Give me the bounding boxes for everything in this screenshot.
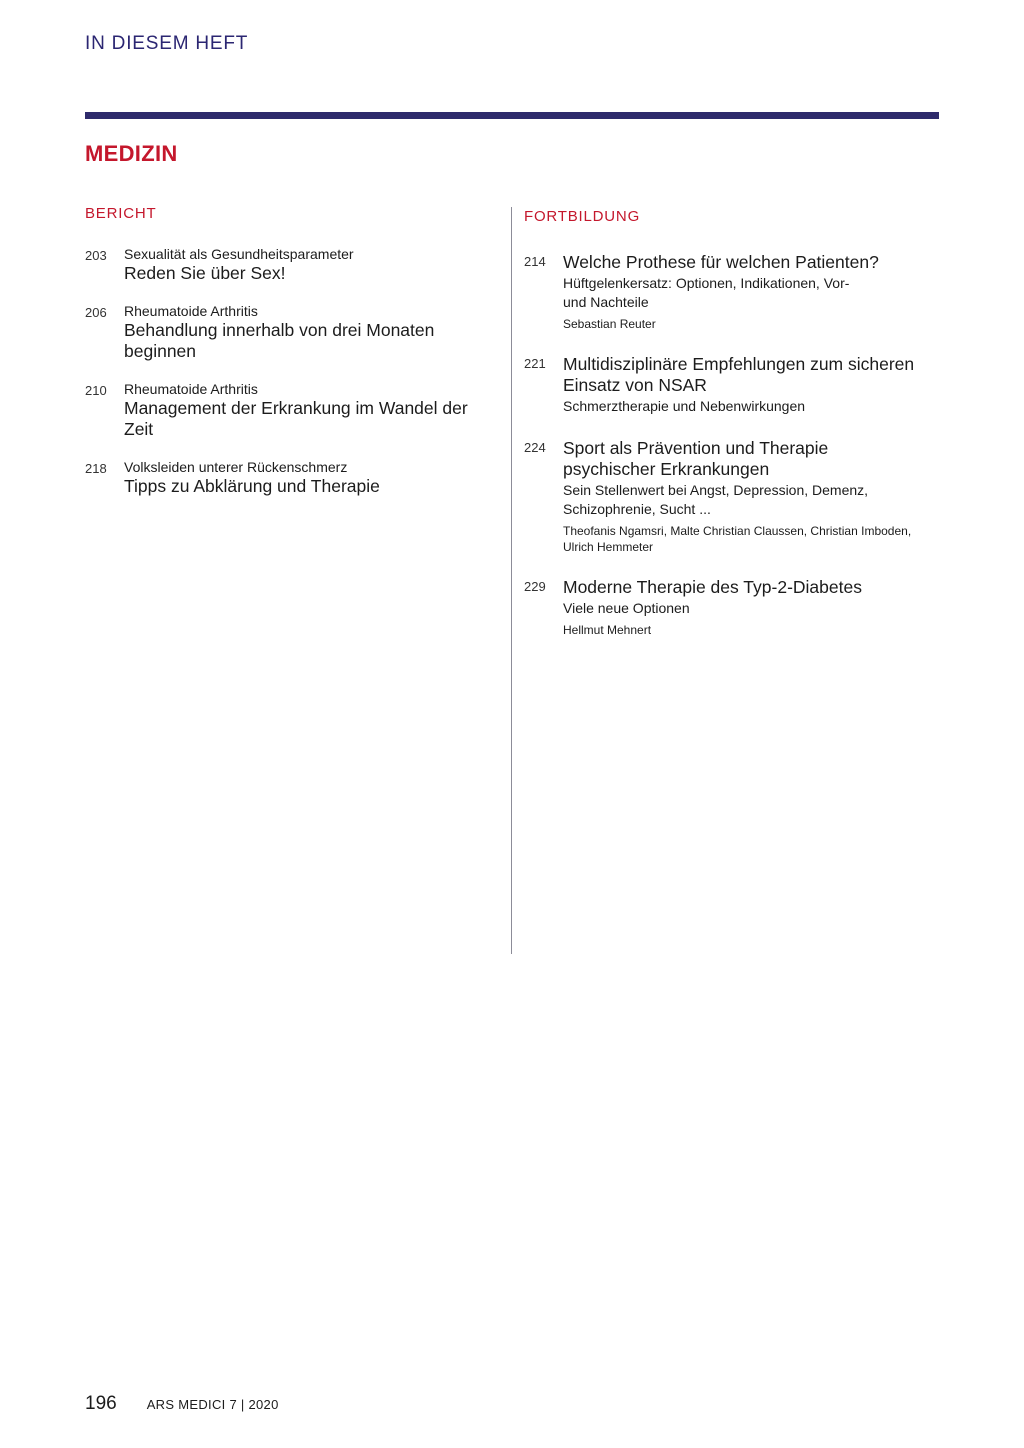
entry-kicker: Rheumatoide Arthritis [124,303,258,319]
footer-page-number: 196 [85,1393,117,1414]
entry-kicker: Sexualität als Gesundheitsparameter [124,246,354,262]
entry-page-number: 221 [524,356,546,371]
toc-entry[interactable] [524,252,944,332]
entry-page-number: 229 [524,579,546,594]
entry-title: Management der Erkrankung im Wandel der Zeit [124,398,468,439]
entry-page-number: 214 [524,254,546,269]
entry-author: Theofanis Ngamsri, Malte Christian Claussen, Christian Imboden, Ulrich Hemmeter [563,524,912,554]
toc-entry[interactable] [85,459,485,497]
entry-page-number: 224 [524,440,546,455]
section-title: MEDIZIN [85,141,178,166]
entry-page-number: 203 [85,248,107,263]
toc-entry[interactable] [524,354,944,416]
entry-title: Reden Sie über Sex! [124,263,286,283]
entry-kicker: Volksleiden unterer Rückenschmerz [124,459,348,475]
column-divider [511,207,512,954]
toc-entry[interactable] [524,577,944,638]
fortbildung-heading: FORTBILDUNG [524,208,641,225]
entry-title: Sport als Prävention und Therapie psychischer Erkrankungen [563,438,829,479]
entry-page-number: 206 [85,305,107,320]
entry-subtitle: Hüftgelenkersatz: Optionen, Indikationen, Vor- und Nachteile [563,275,850,310]
toc-entry[interactable] [85,381,485,440]
entry-title: Welche Prothese für welchen Patienten? [563,252,879,272]
entry-title: Tipps zu Abklärung und Therapie [124,476,380,496]
entry-subtitle: Sein Stellenwert bei Angst, Depression, Demenz, Schizophrenie, Sucht ... [563,482,869,517]
bericht-column [85,205,485,516]
header-rule [85,112,939,119]
page-footer [85,1393,279,1415]
toc-entry[interactable] [85,246,485,284]
running-header: IN DIESEM HEFT [85,33,249,54]
entry-subtitle: Schmerztherapie und Nebenwirkungen [563,398,806,414]
entry-title: Multidisziplinäre Empfehlungen zum sicheren Einsatz von NSAR [563,354,915,395]
footer-publication: ARS MEDICI 7 | 2020 [146,1397,279,1412]
entry-author: Hellmut Mehnert [563,623,652,637]
entry-title: Moderne Therapie des Typ-2-Diabetes [563,577,862,597]
fortbildung-column [524,208,944,660]
toc-entry[interactable] [85,303,485,362]
entry-subtitle: Viele neue Optionen [563,600,690,616]
entry-page-number: 218 [85,461,107,476]
entry-page-number: 210 [85,383,107,398]
entry-author: Sebastian Reuter [563,317,656,331]
entry-title: Behandlung innerhalb von drei Monaten beginnen [124,320,435,361]
bericht-heading: BERICHT [85,205,157,222]
entry-kicker: Rheumatoide Arthritis [124,381,258,397]
toc-entry[interactable] [524,438,944,555]
